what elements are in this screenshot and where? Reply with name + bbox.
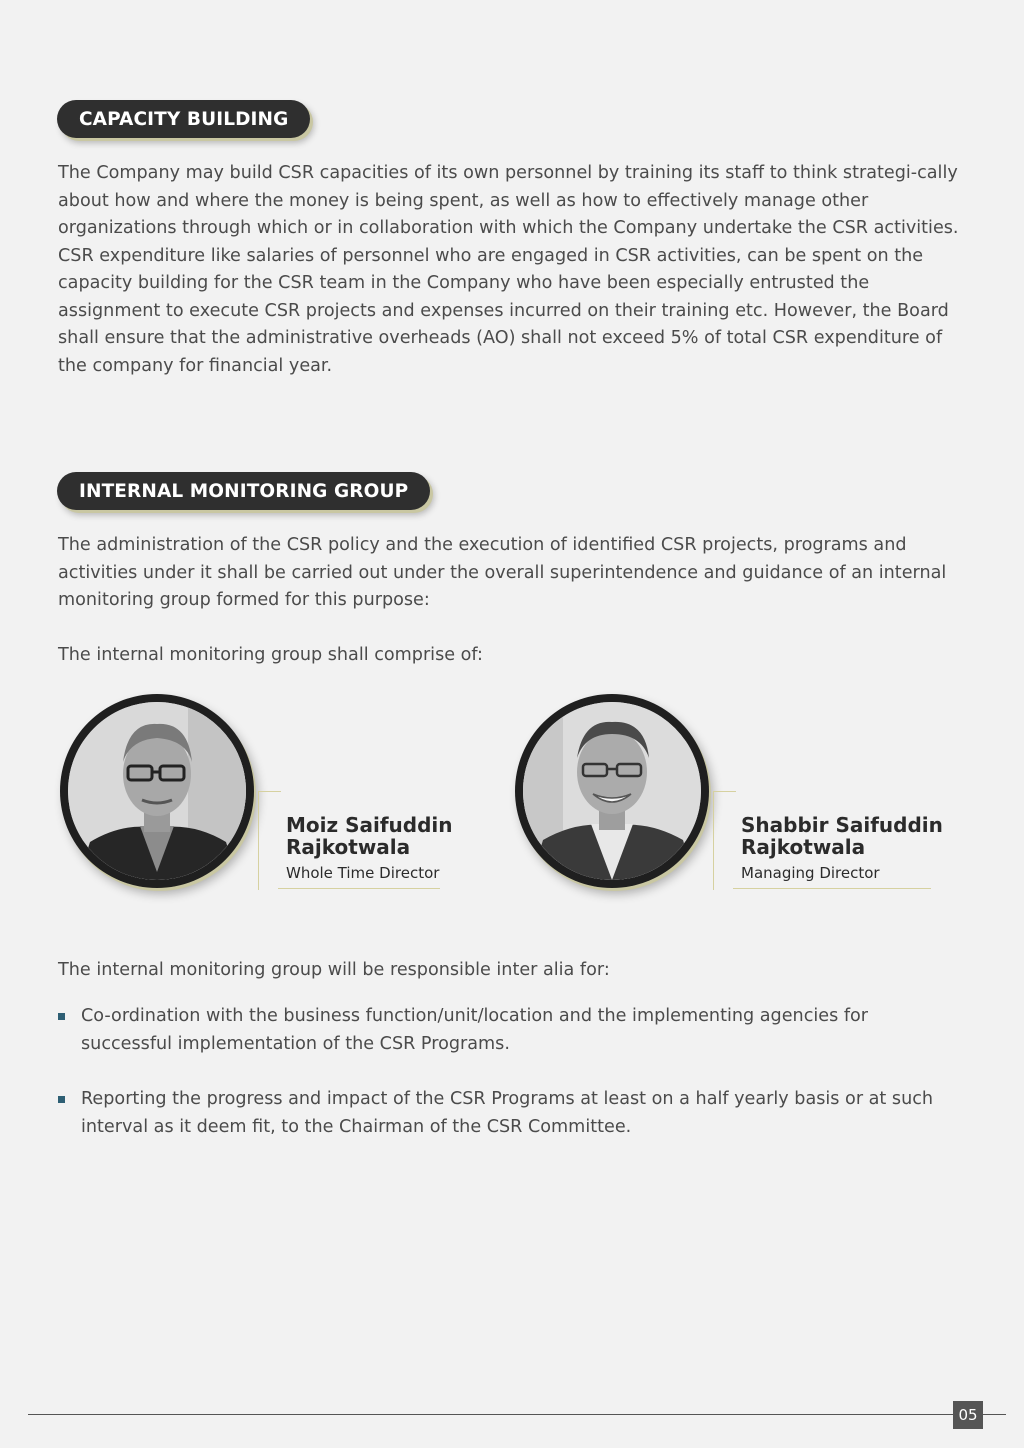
square-bullet-icon [58, 1013, 65, 1020]
list-item-text: Reporting the progress and impact of the CSR Programs at least on a half yearly basis or at such interval as it deem fit, to the Chairman of the CSR Committee. [81, 1089, 934, 1137]
member-card-1 [60, 692, 500, 892]
member-photo [523, 702, 701, 880]
member-role: Whole Time Director [286, 864, 440, 882]
member-name-line-1: Moiz Saifuddin [286, 813, 453, 837]
list-item-text: Co-ordination with the business function/unit/location and the implementing agencies for successful implementation of the CSR Programs. [81, 1006, 869, 1054]
list-item [58, 1003, 958, 1058]
member-photo-frame [60, 694, 254, 888]
member-name-line-2: Rajkotwala [286, 835, 411, 859]
list-item [58, 1086, 958, 1141]
monitoring-comprise-text: The internal monitoring group shall comprise of: [58, 645, 483, 665]
footer-divider [28, 1414, 1006, 1415]
monitoring-intro-paragraph: The administration of the CSR policy and the execution of identified CSR projects, programs and activities under it shall be carried out under the overall superintendence and guidance of an internal monitoring group formed for this purpose: [58, 535, 947, 610]
page-number: 05 [953, 1401, 983, 1429]
capacity-building-paragraph: The Company may build CSR capacities of its own personnel by training its staff to think strategi-cally about how and where the money is being spent, as well as how to effectively manage other organizations through which or in collaboration with which the Company undertake the CSR activities. CSR expenditure like salaries of personnel who are engaged in CSR activities, can be spent on the capacity building for the CSR team in the Company who have been especially entrusted the assignment to execute CSR projects and expenses incurred on their training etc. However, the Board shall ensure that the administrative overheads (AO) shall not exceed 5% of total CSR expenditure of the company for financial year. [58, 163, 959, 376]
member-name-line-1: Shabbir Saifuddin [741, 813, 943, 837]
responsibilities-list [58, 1003, 958, 1169]
heading-text: CAPACITY BUILDING [79, 108, 289, 130]
member-name [741, 814, 943, 858]
member-card-2 [515, 692, 955, 892]
member-role: Managing Director [741, 864, 880, 882]
section-heading-internal-monitoring-group [57, 472, 430, 510]
name-accent-line [713, 791, 736, 890]
member-photo [68, 702, 246, 880]
heading-text: INTERNAL MONITORING GROUP [79, 480, 409, 502]
member-name-line-2: Rajkotwala [741, 835, 866, 859]
section-heading-capacity-building [57, 100, 310, 138]
monitoring-responsibilities-intro: The internal monitoring group will be responsible inter alia for: [58, 960, 610, 980]
name-underline [278, 888, 440, 889]
name-underline [733, 888, 931, 889]
name-accent-line [258, 791, 281, 890]
member-name [286, 814, 453, 858]
member-photo-frame [515, 694, 709, 888]
square-bullet-icon [58, 1096, 65, 1103]
